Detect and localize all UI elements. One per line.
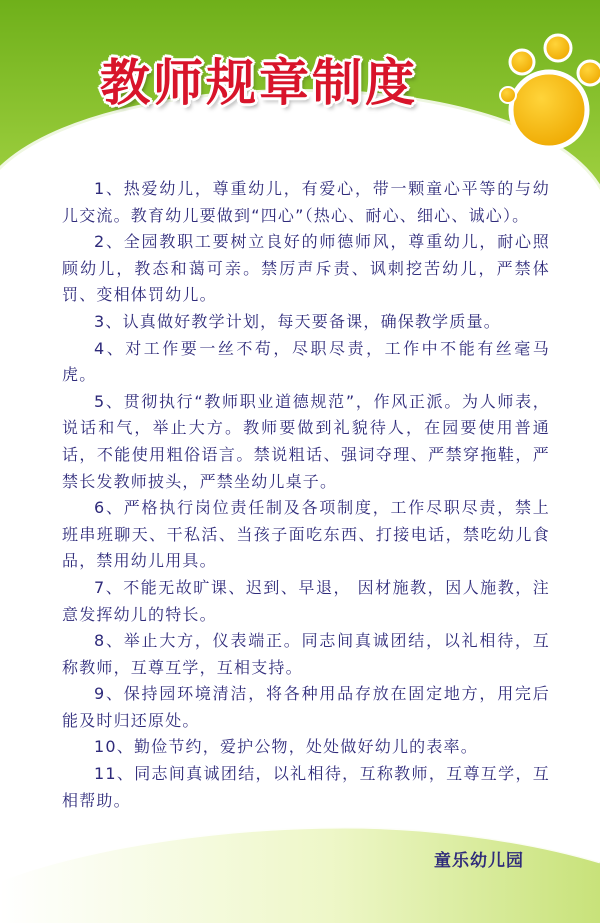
rule-item-10: 10、勤俭节约，爱护公物，处处做好幼儿的表率。: [94, 737, 478, 757]
rule-item-4: 4、对工作要一丝不苟，尽职尽责，工作中不能有丝毫马虎。: [62, 338, 550, 385]
rule-item-7: 7、不能无故旷课、迟到、早退， 因材施教，因人施教，注意发挥幼儿的特长。: [62, 577, 550, 624]
rule-item-8: 8、举止大方，仪表端正。同志间真诚团结，以礼相待，互称教师，互尊互学，互相支持。: [62, 631, 550, 677]
rule-item-2: 2、全园教职工要树立良好的师德师风，尊重幼儿，耐心照顾幼儿，教态和蔼可亲。禁厉声斥责、讽刺挖苦幼儿，严禁体罚、变相体罚幼儿。: [62, 232, 550, 305]
rule-item-5: 5、贯彻执行“教师职业道德规范”，作风正派。为人师表，说话和气，举止大方。教师要做到礼貌待人，在园要使用普通话，不能使用粗俗语言。禁说粗话、强词夺理、严禁穿拖鞋，严禁长发教师披头，严禁坐幼儿桌子。: [62, 391, 550, 491]
kindergarten-name: 童乐幼儿园: [434, 851, 524, 871]
rule-item-11: 11、同志间真诚团结，以礼相待，互称教师，互尊互学，互相帮助。: [62, 764, 550, 810]
rule-item-1: 1、热爱幼儿，尊重幼儿，有爱心，带一颗童心平等的与幼儿交流。教育幼儿要做到“四心”（热心、耐心、细心、诚心）。: [62, 179, 550, 225]
rule-item-6: 6、严格执行岗位责任制及各项制度，工作尽职尽责，禁上班串班聊天、干私活、当孩子面吃东西、打接电话，禁吃幼儿食品，禁用幼儿用具。: [62, 498, 550, 571]
rules-list: [62, 176, 550, 814]
rule-item-3: 3、认真做好教学计划，每天要备课，确保教学质量。: [94, 311, 501, 331]
rule-item-9: 9、保持园环境清洁，将各种用品存放在固定地方，用完后能及时归还原处。: [62, 684, 550, 730]
poster-title: 教师规章制度: [100, 54, 418, 112]
